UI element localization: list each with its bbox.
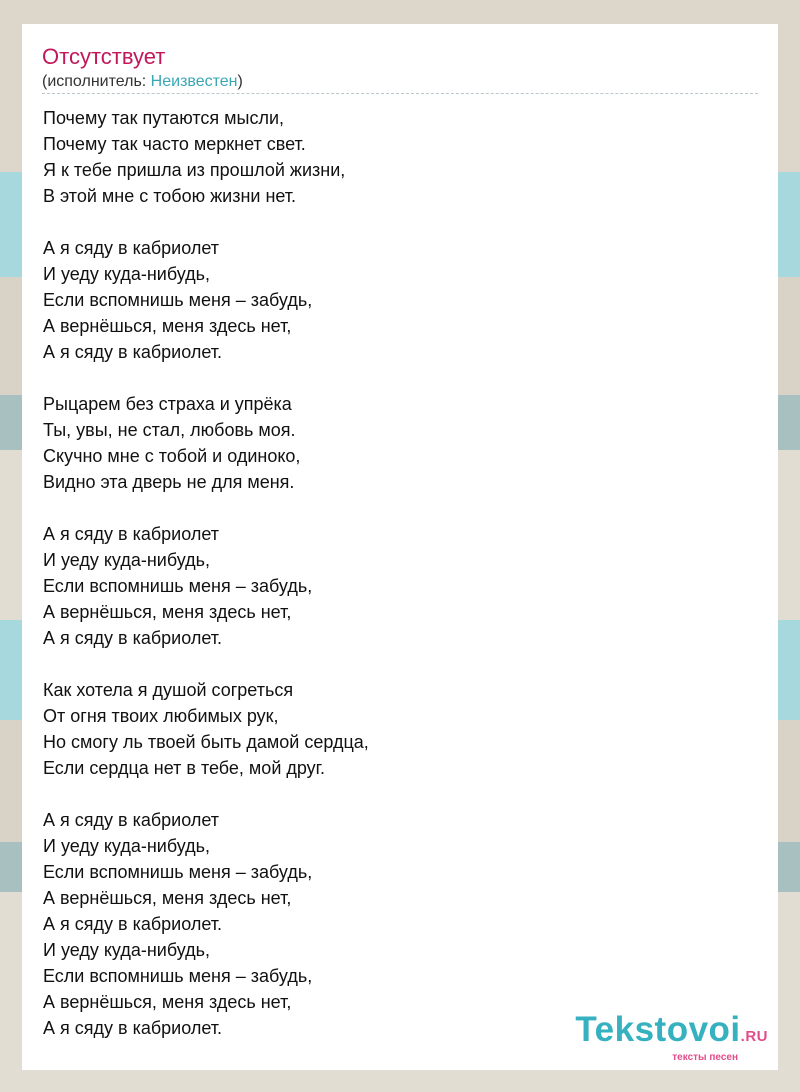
lyric-line: Если сердца нет в тебе, мой друг.: [43, 758, 326, 778]
lyric-line: Я к тебе пришла из прошлой жизни,: [43, 160, 346, 180]
lyric-line: В этой мне с тобою жизни нет.: [43, 186, 297, 206]
lyric-line: И уеду куда-нибудь,: [43, 550, 211, 570]
lyric-line: А я сяду в кабриолет.: [43, 1018, 223, 1038]
lyric-line: Скучно мне с тобой и одиноко,: [43, 446, 301, 466]
lyric-line: Если вспомнишь меня – забудь,: [43, 576, 313, 596]
lyric-line: Как хотела я душой согреться: [43, 680, 294, 700]
lyric-line: А вернёшься, меня здесь нет,: [43, 888, 292, 908]
stanza-break: [43, 781, 369, 807]
lyric-line: Ты, увы, не стал, любовь моя.: [43, 420, 296, 440]
stanza-break: [43, 365, 369, 391]
lyric-line: Если вспомнишь меня – забудь,: [43, 290, 313, 310]
song-title: Отсутствует: [42, 44, 166, 69]
stanza-break: [43, 209, 369, 235]
lyric-line: И уеду куда-нибудь,: [43, 940, 211, 960]
lyric-line: От огня твоих любимых рук,: [43, 706, 279, 726]
lyric-line: Почему так путаются мысли,: [43, 108, 285, 128]
stanza-break: [43, 495, 369, 521]
lyrics-text: [43, 105, 369, 1041]
lyric-line: А я сяду в кабриолет.: [43, 914, 223, 934]
title-divider: [42, 93, 758, 94]
lyric-line: И уеду куда-нибудь,: [43, 264, 211, 284]
stanza-break: [43, 651, 369, 677]
lyric-line: А я сяду в кабриолет: [43, 524, 220, 544]
lyric-line: И уеду куда-нибудь,: [43, 836, 211, 856]
lyric-line: А я сяду в кабриолет.: [43, 628, 223, 648]
lyric-line: А вернёшься, меня здесь нет,: [43, 602, 292, 622]
logo-main-text: Tekstovoi: [575, 1010, 741, 1049]
artist-prefix: (исполнитель:: [42, 73, 151, 90]
artist-line: [42, 73, 243, 91]
lyric-line: А вернёшься, меня здесь нет,: [43, 992, 292, 1012]
lyric-line: Но смогу ль твоей быть дамой сердца,: [43, 732, 369, 752]
tekstovoi-logo[interactable]: [575, 1012, 768, 1063]
lyric-line: Почему так часто меркнет свет.: [43, 134, 306, 154]
logo-tagline: тексты песен: [672, 1052, 738, 1063]
lyric-line: Рыцарем без страха и упрёка: [43, 394, 292, 414]
lyric-line: Если вспомнишь меня – забудь,: [43, 966, 313, 986]
lyric-line: Если вспомнишь меня – забудь,: [43, 862, 313, 882]
lyric-line: А вернёшься, меня здесь нет,: [43, 316, 292, 336]
lyric-line: А я сяду в кабриолет: [43, 238, 220, 258]
artist-link[interactable]: Неизвестен: [150, 73, 238, 90]
artist-suffix: ): [237, 73, 243, 90]
lyric-line: А я сяду в кабриолет: [43, 810, 220, 830]
lyric-line: А я сяду в кабриолет.: [43, 342, 223, 362]
lyric-line: Видно эта дверь не для меня.: [43, 472, 295, 492]
lyrics-card: [22, 24, 778, 1070]
logo-tld: .RU: [740, 1028, 768, 1045]
